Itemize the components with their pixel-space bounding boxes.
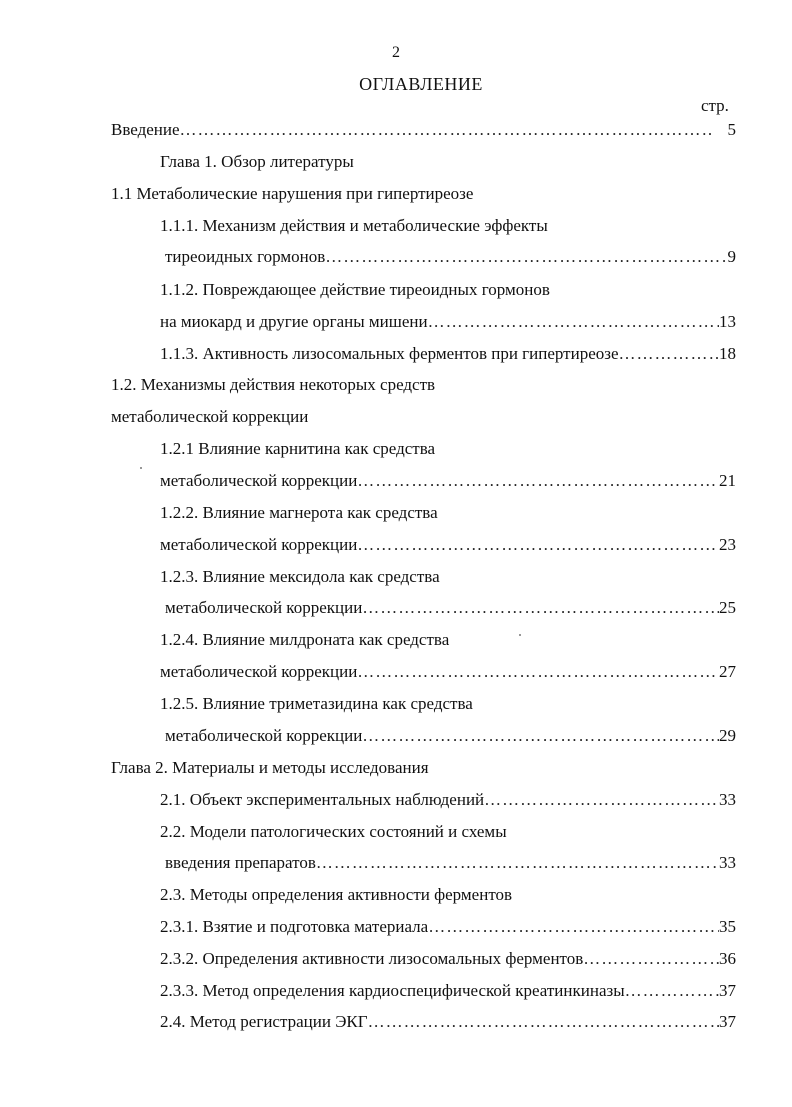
toc-entry-label: введения препаратов [165,853,316,872]
toc-entry-page: 33 [719,853,736,872]
scan-speck [519,634,521,636]
toc-entry-label: метаболической коррекции [160,662,358,681]
toc-leader-dots [428,312,719,332]
toc-chapter-2: Глава 2. Материалы и методы исследования [111,758,429,777]
toc-entry-page: 29 [719,726,736,745]
toc-leader-dots [357,662,719,682]
toc-entry-2-2 [165,853,736,873]
toc-entry-1-1-1 [165,247,736,267]
page-title: ОГЛАВЛЕНИЕ [359,74,483,94]
toc-entry-label: 2.3.1. Взятие и подготовка материала [160,917,429,936]
toc-entry-label: метаболической коррекции [165,598,363,617]
toc-leader-dots [484,790,719,810]
toc-entry-1-2-2 [160,535,736,555]
toc-entry-label: 2.3.3. Метод определения кардиоспецифической креатинкиназы [160,981,625,1000]
toc-chapter-1: Глава 1. Обзор литературы [160,152,354,171]
toc-section-2-2-title: 2.2. Модели патологических состояний и схемы [160,822,507,841]
toc-leader-dots [625,981,719,1001]
toc-section-1-1-2-title: 1.1.2. Повреждающее действие тиреоидных гормонов [160,280,550,299]
toc-entry-1-2-4 [160,662,736,682]
toc-section-1-2-5-title: 1.2.5. Влияние триметазидина как средства [160,694,473,713]
toc-entry-label: на миокард и другие органы мишени [160,312,428,331]
scan-speck [140,467,142,469]
toc-entry-2-3-2 [160,949,736,969]
toc-entry-page: 25 [719,598,736,617]
toc-entry-page: 37 [719,1012,736,1031]
toc-entry-intro [111,120,736,140]
toc-entry-label: Введение [111,120,180,139]
page-column-label: стр. [701,96,729,115]
toc-entry-label: 2.4. Метод регистрации ЭКГ [160,1012,368,1031]
toc-entry-label: метаболической коррекции [165,726,363,745]
toc-entry-2-1 [160,790,736,810]
toc-section-1-1-1-title: 1.1.1. Механизм действия и метаболические эффекты [160,216,548,235]
toc-entry-2-3-1 [160,917,736,937]
toc-entry-page: 23 [719,535,736,554]
toc-entry-2-4 [160,1012,736,1032]
toc-entry-page: 18 [719,344,736,363]
toc-section-1-2-1-title: 1.2.1 Влияние карнитина как средства [160,439,436,458]
toc-entry-label: 1.1.3. Активность лизосомальных ферментов при гипертиреозе [160,344,619,363]
toc-leader-dots [325,247,727,267]
toc-entry-page: 21 [719,471,736,490]
toc-entry-2-3-3 [160,981,736,1001]
toc-entry-1-1-2 [160,312,736,332]
toc-entry-page: 36 [719,949,736,968]
toc-leader-dots [428,917,719,937]
toc-entry-page: 13 [719,312,736,331]
toc-leader-dots [362,598,719,618]
toc-section-1-2-3-title: 1.2.3. Влияние мексидола как средства [160,567,440,586]
toc-entry-page: 5 [727,120,736,139]
toc-leader-dots [357,471,719,491]
toc-leader-dots [619,344,719,364]
toc-entry-label: метаболической коррекции [160,535,358,554]
toc-section-2-3-title: 2.3. Методы определения активности ферментов [160,885,513,904]
toc-entry-label: 2.3.2. Определения активности лизосомальных ферментов [160,949,584,968]
toc-entry-page: 35 [719,917,736,936]
page-number: 2 [392,44,400,61]
toc-entry-label: 2.1. Объект экспериментальных наблюдений [160,790,485,809]
toc-section-1-2-title: 1.2. Механизмы действия некоторых средств [111,375,436,394]
toc-entry-label: тиреоидных гормонов [165,247,326,266]
toc-entry-1-2-5 [165,726,736,746]
toc-section-1-1: 1.1 Метаболические нарушения при гипертиреозе [111,184,474,203]
toc-entry-1-2-3 [165,598,736,618]
toc-leader-dots [583,949,719,969]
toc-leader-dots [368,1012,719,1032]
toc-entry-1-1-3 [160,344,736,364]
toc-entry-page: 27 [719,662,736,681]
toc-entry-1-2-1 [160,471,736,491]
toc-section-1-2-2-title: 1.2.2. Влияние магнерота как средства [160,503,438,522]
toc-section-1-2-title-cont: метаболической коррекции [111,407,309,426]
toc-section-1-2-4-title: 1.2.4. Влияние милдроната как средства [160,630,450,649]
toc-leader-dots [362,726,719,746]
toc-leader-dots [180,120,714,140]
toc-entry-page: 37 [719,981,736,1000]
toc-entry-page: 9 [727,247,736,266]
toc-entry-page: 33 [719,790,736,809]
toc-entry-label: метаболической коррекции [160,471,358,490]
toc-leader-dots [316,853,719,873]
toc-leader-dots [357,535,719,555]
